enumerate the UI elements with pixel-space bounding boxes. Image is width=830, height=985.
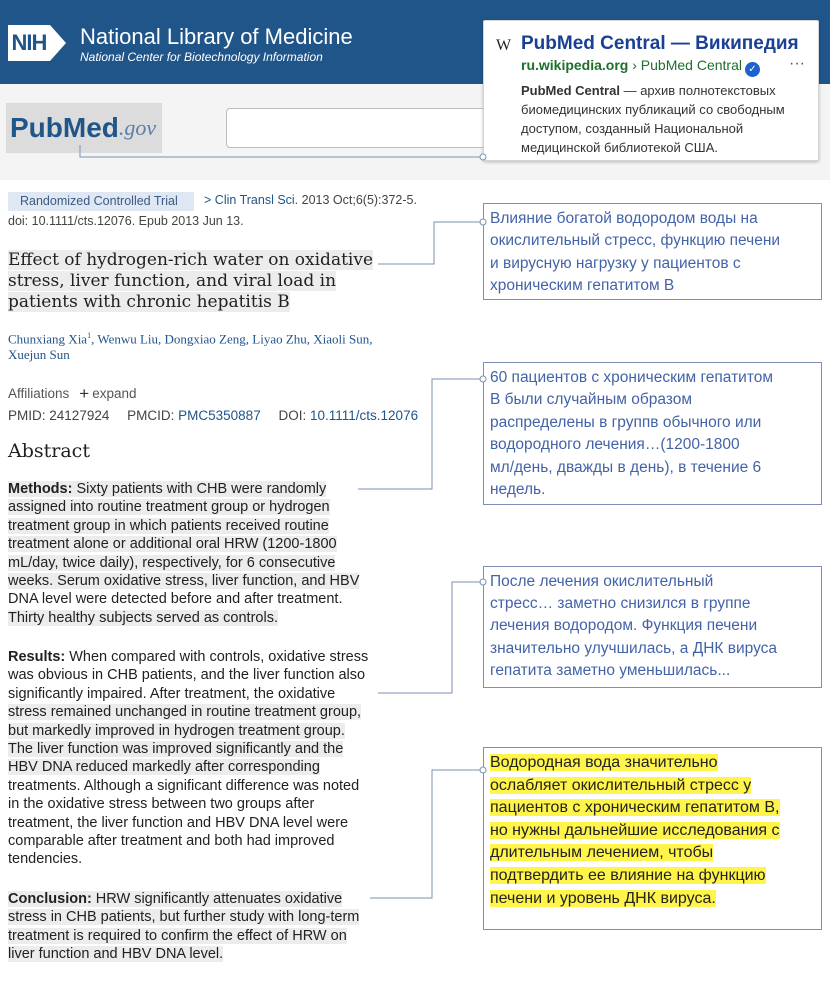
note-line: 60 пациентов с хроническим гепатитом	[490, 369, 774, 386]
doi-epub-line: doi: 10.1111/cts.12076. Epub 2013 Jun 13.	[8, 214, 244, 228]
results-line: but markedly improved in hydrogen treatment group.	[8, 722, 345, 739]
affiliations-toggle[interactable]	[8, 384, 137, 404]
results-line: treatment, the liver function and HBV DNA level were	[8, 814, 349, 831]
pubmed-logo[interactable]	[6, 103, 162, 153]
nih-subtitle: National Center for Biotechnology Information	[80, 50, 323, 64]
note-methods-translation	[483, 362, 822, 505]
note-line: После лечения окислительный	[490, 573, 714, 590]
results-line: HBV DNA reduced markedly after corresponding	[8, 759, 320, 776]
journal-link[interactable]: Clin Transl Sci.	[214, 193, 299, 207]
note-line: подтвердить ее влияние на функцию	[490, 866, 766, 884]
pubmed-logo-gov: .gov	[118, 115, 157, 140]
wikipedia-icon: W	[496, 37, 512, 54]
note-line: и вирусную нагрузку у пациентов с	[490, 254, 741, 272]
wiki-url-path: › PubMed Central	[628, 57, 742, 73]
journal-date: 2013 Oct;6(5):372-5.	[298, 193, 417, 207]
plus-icon: +	[79, 384, 90, 403]
author-link[interactable]: Chunxiang Xia	[8, 331, 88, 347]
pubmed-logo-med: Med	[62, 112, 119, 143]
note-conclusion-translation	[483, 747, 822, 930]
methods-line: treatment alone or additional oral HRW (1200-1800	[8, 536, 337, 553]
results-line: treatments. Although a significant difference was noted	[8, 777, 360, 794]
methods-line: Thirty healthy subjects served as controls.	[8, 609, 278, 626]
abstract-heading: Abstract	[8, 440, 90, 462]
wiki-result-description	[521, 81, 816, 157]
note-title-translation	[483, 203, 822, 300]
expand-label: expand	[92, 386, 137, 401]
pubmed-logo-pub: Pub	[10, 112, 63, 143]
note-line: значительно улучшилась, а ДНК вируса	[490, 639, 778, 657]
results-label: Results:	[8, 649, 66, 665]
note-line: пациентов с хроническим гепатитом В,	[490, 799, 780, 817]
verified-icon: ✓	[745, 62, 760, 77]
wiki-url-domain: ru.wikipedia.org	[521, 57, 629, 73]
note-line: длительным лечением, чтобы	[490, 844, 714, 862]
title-line: patients with chronic hepatitis B	[8, 292, 290, 312]
author-affiliation-sup[interactable]: 1	[87, 331, 92, 340]
search-input[interactable]	[226, 108, 516, 148]
author-link[interactable]: Xuejun Sun	[8, 347, 70, 363]
methods-line: Sixty patients with CHB were randomly	[72, 481, 327, 497]
methods-line: treatment group in which patients received routine	[8, 517, 329, 534]
title-line: Effect of hydrogen-rich water on oxidative	[8, 250, 374, 270]
results-line: was obvious in CHB patients, and the liver function also	[8, 667, 366, 684]
article-title	[8, 250, 388, 313]
note-results-translation	[483, 566, 822, 688]
results-line: comparable after treatment and both had improved	[8, 833, 335, 850]
abstract-conclusion	[8, 890, 408, 964]
note-line: мл/день, дважды в день), в течение 6	[490, 458, 762, 476]
conclusion-line: stress in CHB patients, but further study with long-term	[8, 909, 360, 926]
leader-methods	[358, 379, 483, 489]
methods-label: Methods:	[8, 481, 73, 497]
wiki-desc-rest: — архив полнотекстовых биомедицинских публикаций со свободным доступом, созданный Национальной медицинской библиотекой США.	[521, 83, 785, 155]
methods-line: weeks. Serum oxidative stress, liver function, and HBV	[8, 573, 360, 590]
conclusion-label: Conclusion:	[8, 891, 92, 907]
affiliations-label: Affiliations	[8, 386, 70, 401]
results-line: tendencies.	[8, 851, 83, 868]
publication-type-badge[interactable]: Randomized Controlled Trial	[8, 192, 194, 211]
wiki-result-url[interactable]	[521, 57, 760, 77]
note-line: ослабляет окислительный стресс у	[490, 776, 752, 794]
note-line: окислительный стресс, функцию печени	[490, 232, 781, 250]
abstract-results	[8, 648, 408, 869]
nih-title[interactable]: National Library of Medicine	[80, 24, 353, 49]
results-line: in the oxidative stress between two groups after	[8, 796, 315, 813]
note-line: стресс… заметно снизился в группе	[490, 595, 751, 613]
conclusion-line: HRW significantly attenuates oxidative	[91, 891, 343, 907]
wikipedia-result-card[interactable]	[483, 20, 819, 161]
note-line: В были случайным образом	[490, 391, 693, 409]
methods-line: mL/day, twice daily), respectively, for 6 consecutive	[8, 554, 336, 571]
note-line: распределены в группв обычного или	[490, 413, 762, 431]
note-line: водородного лечения…(1200-1800	[490, 436, 740, 454]
authors-list	[8, 328, 408, 363]
journal-citation	[204, 193, 417, 207]
nih-logo-arrow-icon	[50, 25, 66, 61]
note-line: но нужны дальнейшие исследования с	[490, 821, 780, 839]
pmcid-label: PMCID:	[127, 408, 175, 423]
note-line: Водородная вода значительно	[490, 754, 718, 771]
note-line: гепатита заметно уменьшилась...	[490, 661, 731, 679]
note-line: хроническим гепатитом В	[490, 277, 675, 295]
conclusion-line: treatment is required to confirm the effect of HRW on	[8, 927, 347, 944]
journal-arrow-icon[interactable]: >	[204, 193, 212, 207]
note-line: Влияние богатой водородом воды на	[490, 210, 758, 227]
methods-line: assigned into routine treatment group or hydrogen	[8, 499, 330, 516]
pmid-value: 24127924	[49, 408, 110, 423]
abstract-methods	[8, 480, 408, 627]
nih-logo[interactable]	[8, 22, 72, 64]
article-identifiers	[8, 408, 418, 423]
results-line: significantly impaired. After treatment, the oxidative	[8, 685, 336, 702]
results-line: The liver function was improved significantly and the	[8, 741, 344, 758]
note-line: недель.	[490, 481, 546, 499]
results-line: When compared with controls, oxidative stress	[65, 649, 369, 665]
leader-title	[378, 222, 483, 264]
doi-link[interactable]: 10.1111/cts.12076	[310, 408, 419, 423]
note-line: печени и уровень ДНК вируса.	[490, 889, 716, 907]
conclusion-line: liver function and HBV DNA level.	[8, 946, 224, 963]
pmcid-link[interactable]: PMC5350887	[178, 408, 261, 423]
wiki-desc-bold: PubMed Central	[521, 83, 620, 98]
methods-line: DNA level were detected before and after treatment.	[8, 591, 343, 608]
pmid-label: PMID:	[8, 408, 46, 423]
more-options-icon[interactable]: ···	[789, 55, 805, 72]
author-links[interactable]: , Wenwu Liu, Dongxiao Zeng, Liyao Zhu, Xiaoli Sun,	[91, 331, 373, 347]
note-line: лечения водородом. Функция печени	[490, 617, 758, 635]
results-line: stress remained unchanged in routine treatment group,	[8, 704, 362, 721]
nih-logo-text: NIH	[8, 25, 50, 61]
doi-label: DOI:	[278, 408, 307, 423]
wiki-result-title[interactable]: PubMed Central — Википедия	[521, 33, 799, 54]
title-line: stress, liver function, and viral load in	[8, 271, 337, 291]
